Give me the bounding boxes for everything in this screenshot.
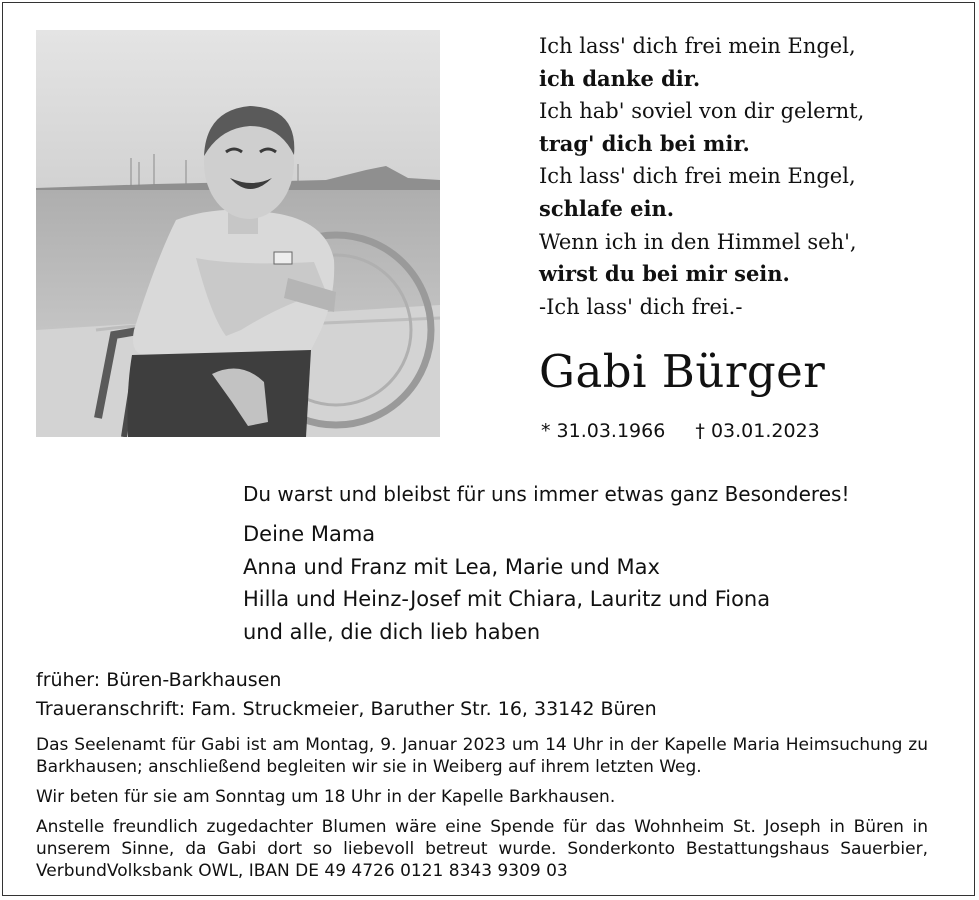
deceased-name: Gabi Bürger <box>539 345 826 398</box>
birth-date: * 31.03.1966 <box>541 420 666 442</box>
poem-line: Ich lass' dich frei mein Engel, <box>539 34 856 58</box>
contact-info <box>36 666 657 724</box>
poem-line: wirst du bei mir sein. <box>539 261 790 287</box>
family-line: Deine Mama <box>243 522 376 546</box>
service-notes <box>36 734 928 890</box>
death-date: † 03.01.2023 <box>695 420 820 442</box>
poem-line: Ich lass' dich frei mein Engel, <box>539 164 856 189</box>
family-line: Hilla und Heinz-Josef mit Chiara, Lauritz und Fiona <box>243 587 771 611</box>
poem <box>539 30 864 323</box>
service-note: Das Seelenamt für Gabi ist am Montag, 9. Januar 2023 um 14 Uhr in der Kapelle Maria Heimsuchung zu Barkhausen; anschließend begleiten wir sie in Weiberg auf ihrem letzten Weg. <box>36 735 928 777</box>
service-note: Wir beten für sie am Sonntag um 18 Uhr in der Kapelle Barkhausen. <box>36 787 616 807</box>
mourning-address: Traueranschrift: Fam. Struckmeier, Baruther Str. 16, 33142 Büren <box>36 698 657 720</box>
portrait-photo <box>36 30 440 437</box>
poem-line: Ich hab' soviel von dir gelernt, <box>539 99 865 124</box>
poem-line: -Ich lass' dich frei.- <box>539 294 743 319</box>
tagline: Du warst und bleibst für uns immer etwas ganz Besonderes! <box>243 482 850 506</box>
poem-line: trag' dich bei mir. <box>539 130 750 156</box>
poem-line: schlafe ein. <box>539 195 675 221</box>
poem-line: ich danke dir. <box>539 65 701 91</box>
family-line: Anna und Franz mit Lea, Marie und Max <box>243 554 660 579</box>
life-dates <box>541 418 820 444</box>
family-list <box>243 518 770 648</box>
poem-line: Wenn ich in den Himmel seh', <box>539 229 857 254</box>
family-line: und alle, die dich lieb haben <box>243 619 541 644</box>
service-note: Anstelle freundlich zugedachter Blumen wäre eine Spende für das Wohnheim St. Joseph in Büren in unserem Sinne, da Gabi dort so liebevoll betreut wurde. Sonderkonto Bestattungshaus Sauerbier, VerbundVolksbank OWL, IBAN DE 49 4726 0121 8343 9309 03 <box>36 817 928 881</box>
former-residence: früher: Büren-Barkhausen <box>36 669 282 691</box>
